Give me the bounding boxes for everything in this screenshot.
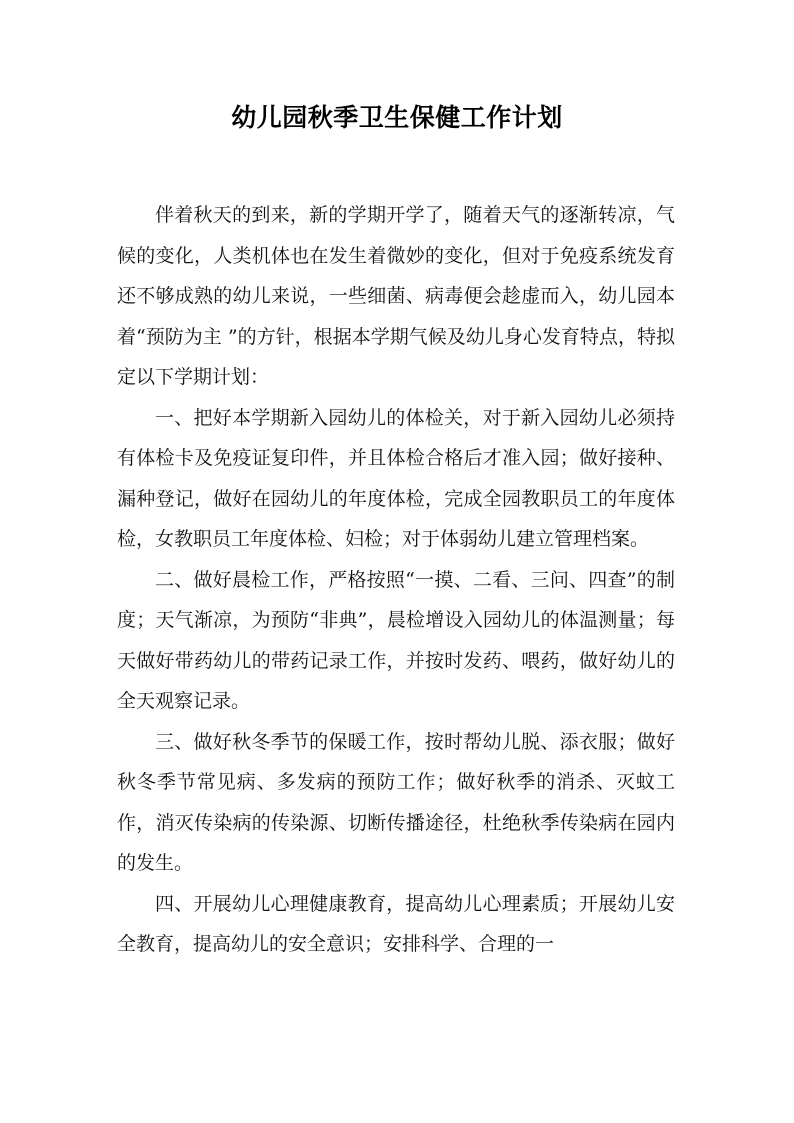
paragraph-item-4: 四、开展幼儿心理健康教育，提高幼儿心理素质；开展幼儿安全教育，提高幼儿的安全意识；安排科学、合理的一 — [117, 892, 675, 955]
document-title: 幼儿园秋季卫生保健工作计划 — [231, 103, 563, 132]
document-body — [117, 195, 675, 965]
paragraph-item-1: 一、把好本学期新入园幼儿的体检关，对于新入园幼儿必须持有体检卡及免疫证复印件，并且体检合格后才准入园；做好接种、漏种登记，做好在园幼儿的年度体检，完成全园教职员工的年度体检，女教职员工年度体检、妇检；对于体弱幼儿建立管理档案。 — [117, 406, 675, 550]
paragraph-item-2: 二、做好晨检工作，严格按照“一摸、二看、三问、四查”的制度；天气渐凉，为预防“非典”，晨检增设入园幼儿的体温测量；每天做好带药幼儿的带药记录工作，并按时发药、喂药，做好幼儿的全天观察记录。 — [117, 568, 675, 712]
paragraph-intro: 伴着秋天的到来，新的学期开学了，随着天气的逐渐转凉，气候的变化，人类机体也在发生着微妙的变化，但对于免疫系统发育还不够成熟的幼儿来说，一些细菌、病毒便会趁虚而入，幼儿园本着“预防为主 ”的方针，根据本学期气候及幼儿身心发育特点，特拟定以下学期计划： — [117, 204, 675, 388]
paragraph-item-3: 三、做好秋冬季节的保暖工作，按时帮幼儿脱、添衣服；做好秋冬季节常见病、多发病的预防工作；做好秋季的消杀、灭蚊工作，消灭传染病的传染源、切断传播途径，杜绝秋季传染病在园内的发生。 — [117, 730, 675, 874]
